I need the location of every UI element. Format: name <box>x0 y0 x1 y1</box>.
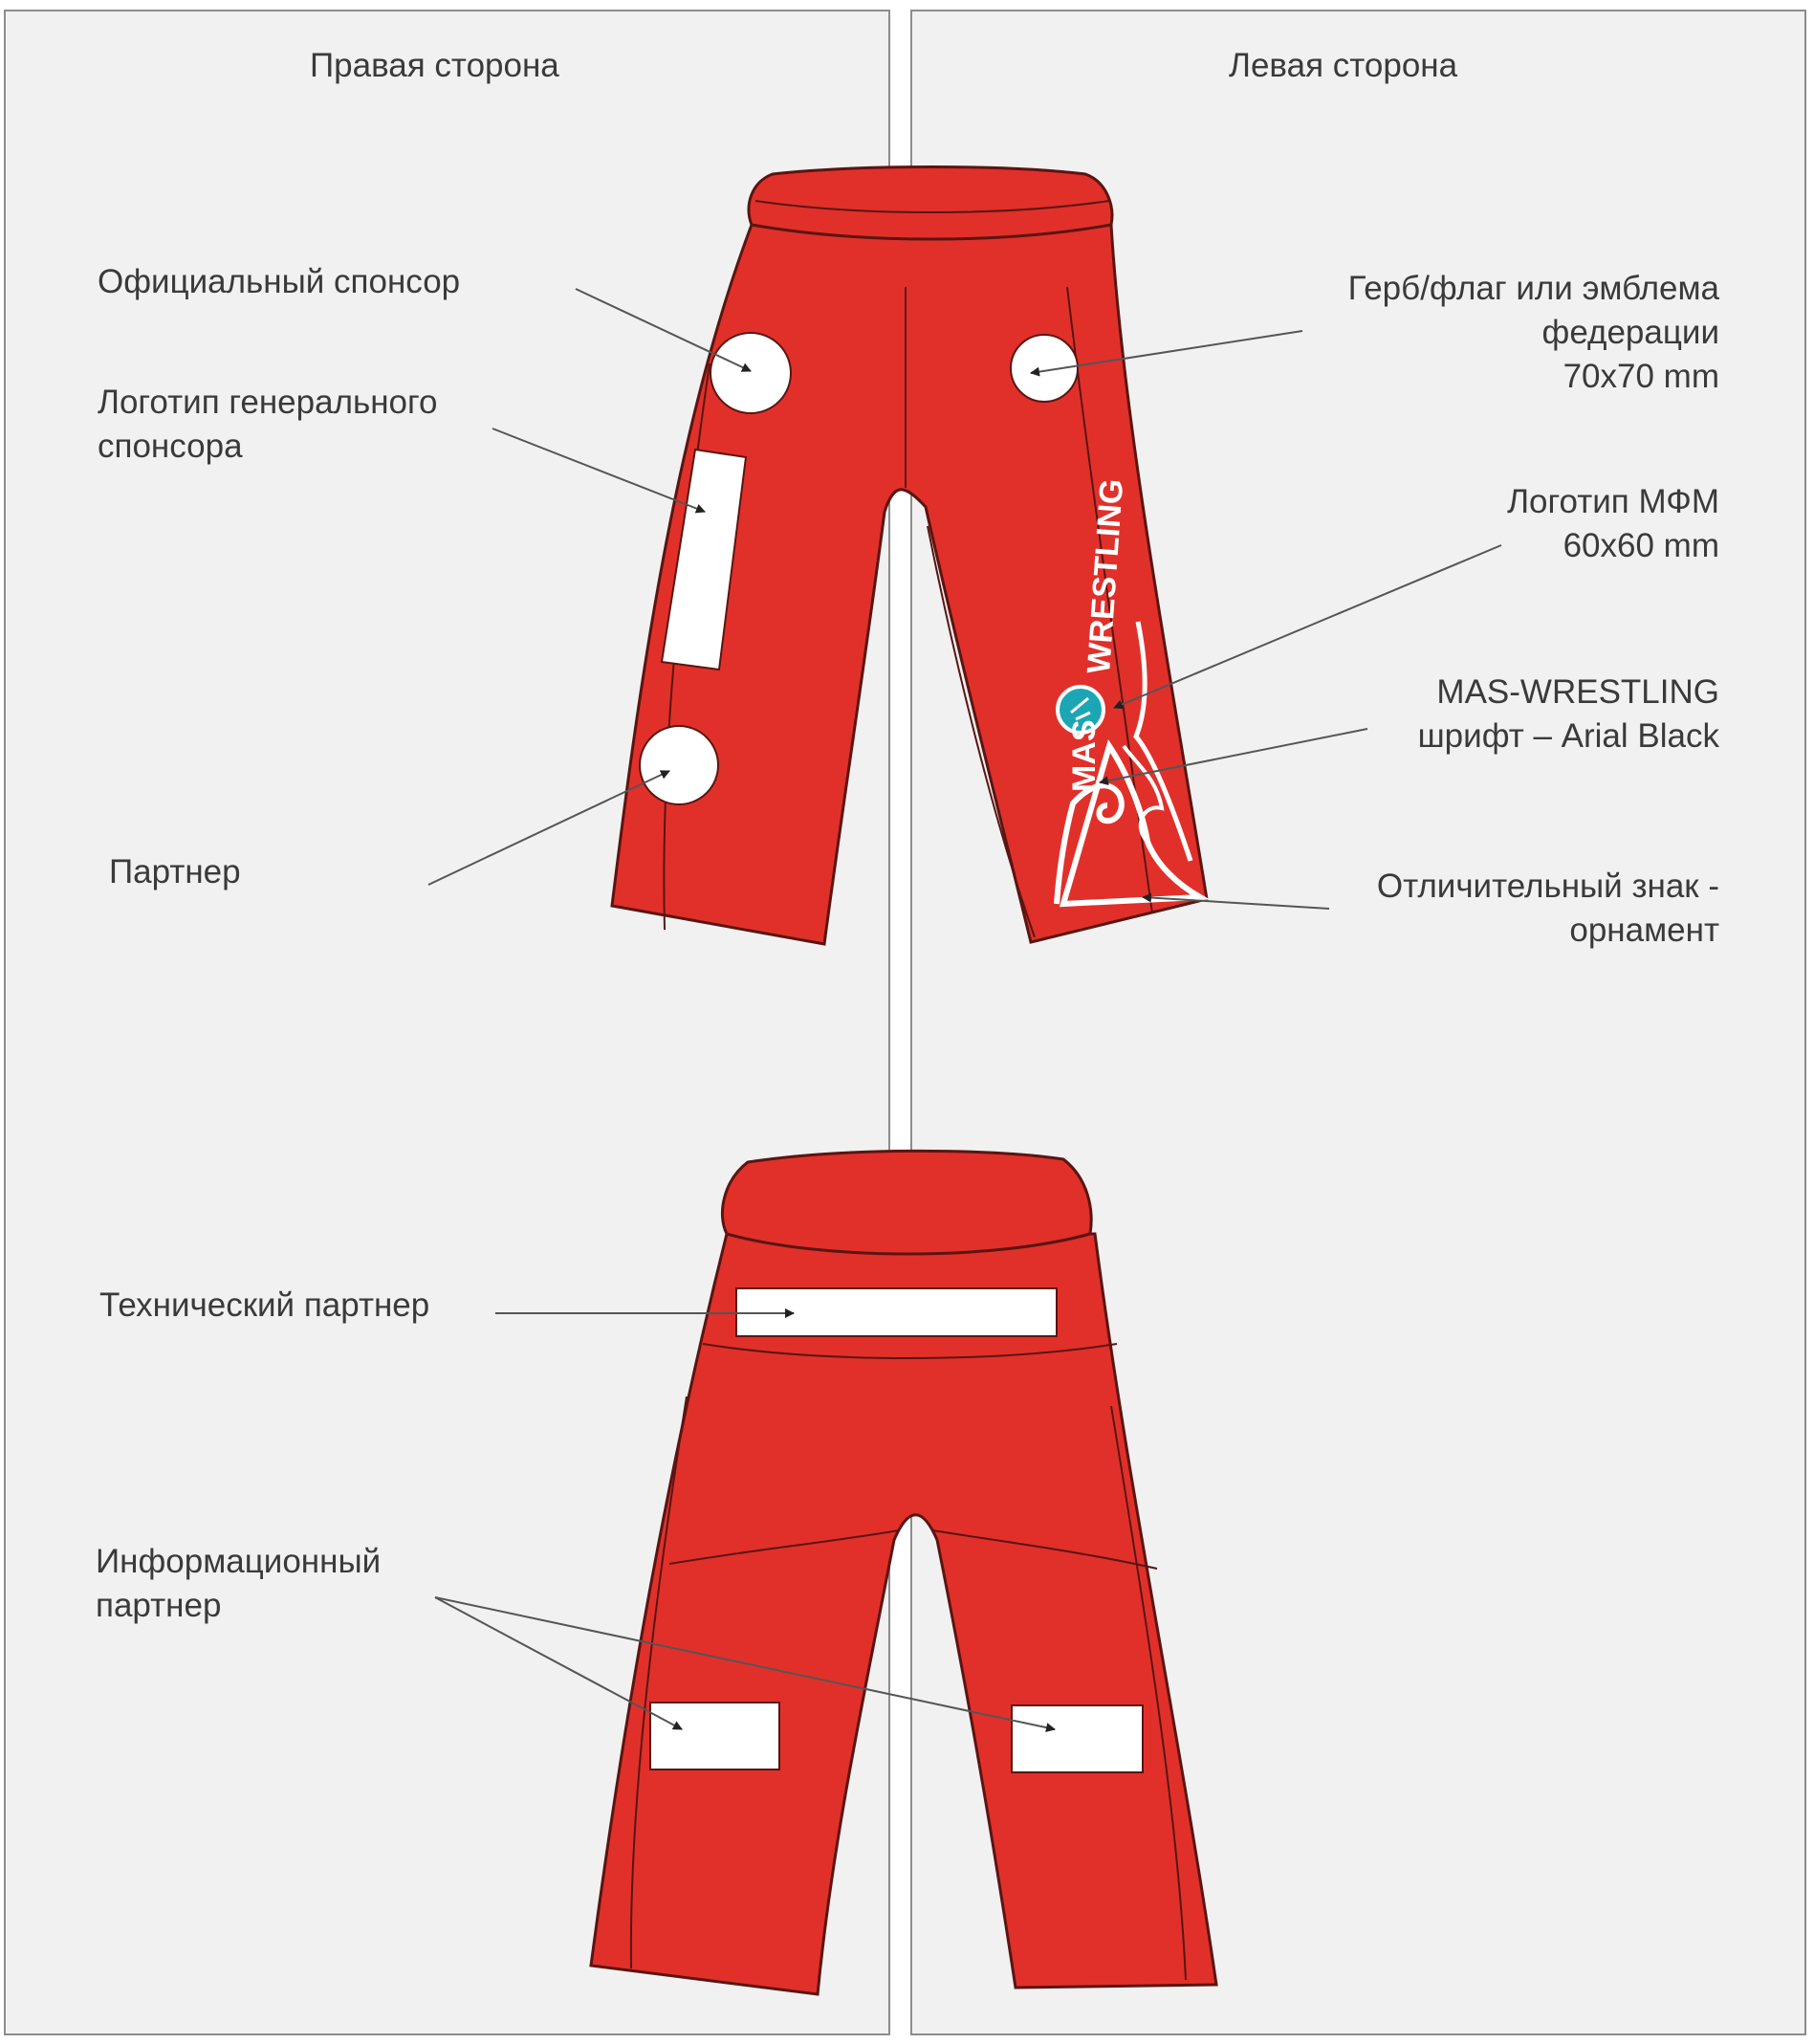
logo-mas-text: MAS <box>1066 719 1103 792</box>
coat-of-arms-label-line2: федерации <box>1541 314 1719 351</box>
info-partner-label-line1: Информационный <box>96 1543 382 1580</box>
info-partner-label-line2: партнер <box>96 1587 222 1624</box>
mas-font-label-line1: MAS-WRESTLING <box>1436 673 1719 711</box>
ornament-label-line1: Отличительный знак - <box>1376 868 1719 905</box>
official-sponsor-label: Официальный спонсор <box>98 263 461 300</box>
coat-of-arms-label-line1: Герб/флаг или эмблема <box>1347 270 1719 307</box>
coat-of-arms-label <box>1348 267 1719 399</box>
technical-partner-label: Технический партнер <box>99 1286 430 1324</box>
back-shorts-body <box>591 1234 1216 1994</box>
mas-font-label <box>1418 670 1719 758</box>
ifm-logo-label-line2: 60x60 mm <box>1563 527 1719 564</box>
info-partner-patch-left <box>650 1703 779 1769</box>
info-partner-patch-right <box>1012 1705 1143 1772</box>
front-waistband <box>749 167 1112 240</box>
coat-of-arms-label-line3: 70x70 mm <box>1563 358 1719 395</box>
general-sponsor-label-line2: спонсора <box>98 428 243 465</box>
header-left-side: Левая сторона <box>1229 47 1458 84</box>
back-shorts <box>591 1151 1216 1994</box>
partner-patch <box>640 726 718 804</box>
header-right-side: Правая сторона <box>310 47 559 84</box>
mas-font-label-line2: шрифт – Arial Black <box>1417 717 1719 755</box>
general-sponsor-label-line1: Логотип генерального <box>98 384 438 421</box>
ifm-logo-label <box>1507 480 1719 568</box>
front-shorts <box>612 167 1207 945</box>
partner-label: Партнер <box>109 853 241 890</box>
info-partner-label <box>96 1540 381 1628</box>
back-waistband <box>722 1151 1091 1254</box>
logo-wrestling-text: WRESTLING <box>1081 477 1131 675</box>
ifm-logo-label-line1: Логотип МФМ <box>1507 483 1719 520</box>
general-sponsor-label <box>98 381 438 469</box>
ornament-label-line2: орнамент <box>1569 912 1719 949</box>
official-sponsor-patch <box>710 333 791 413</box>
ornament-label <box>1377 865 1719 953</box>
